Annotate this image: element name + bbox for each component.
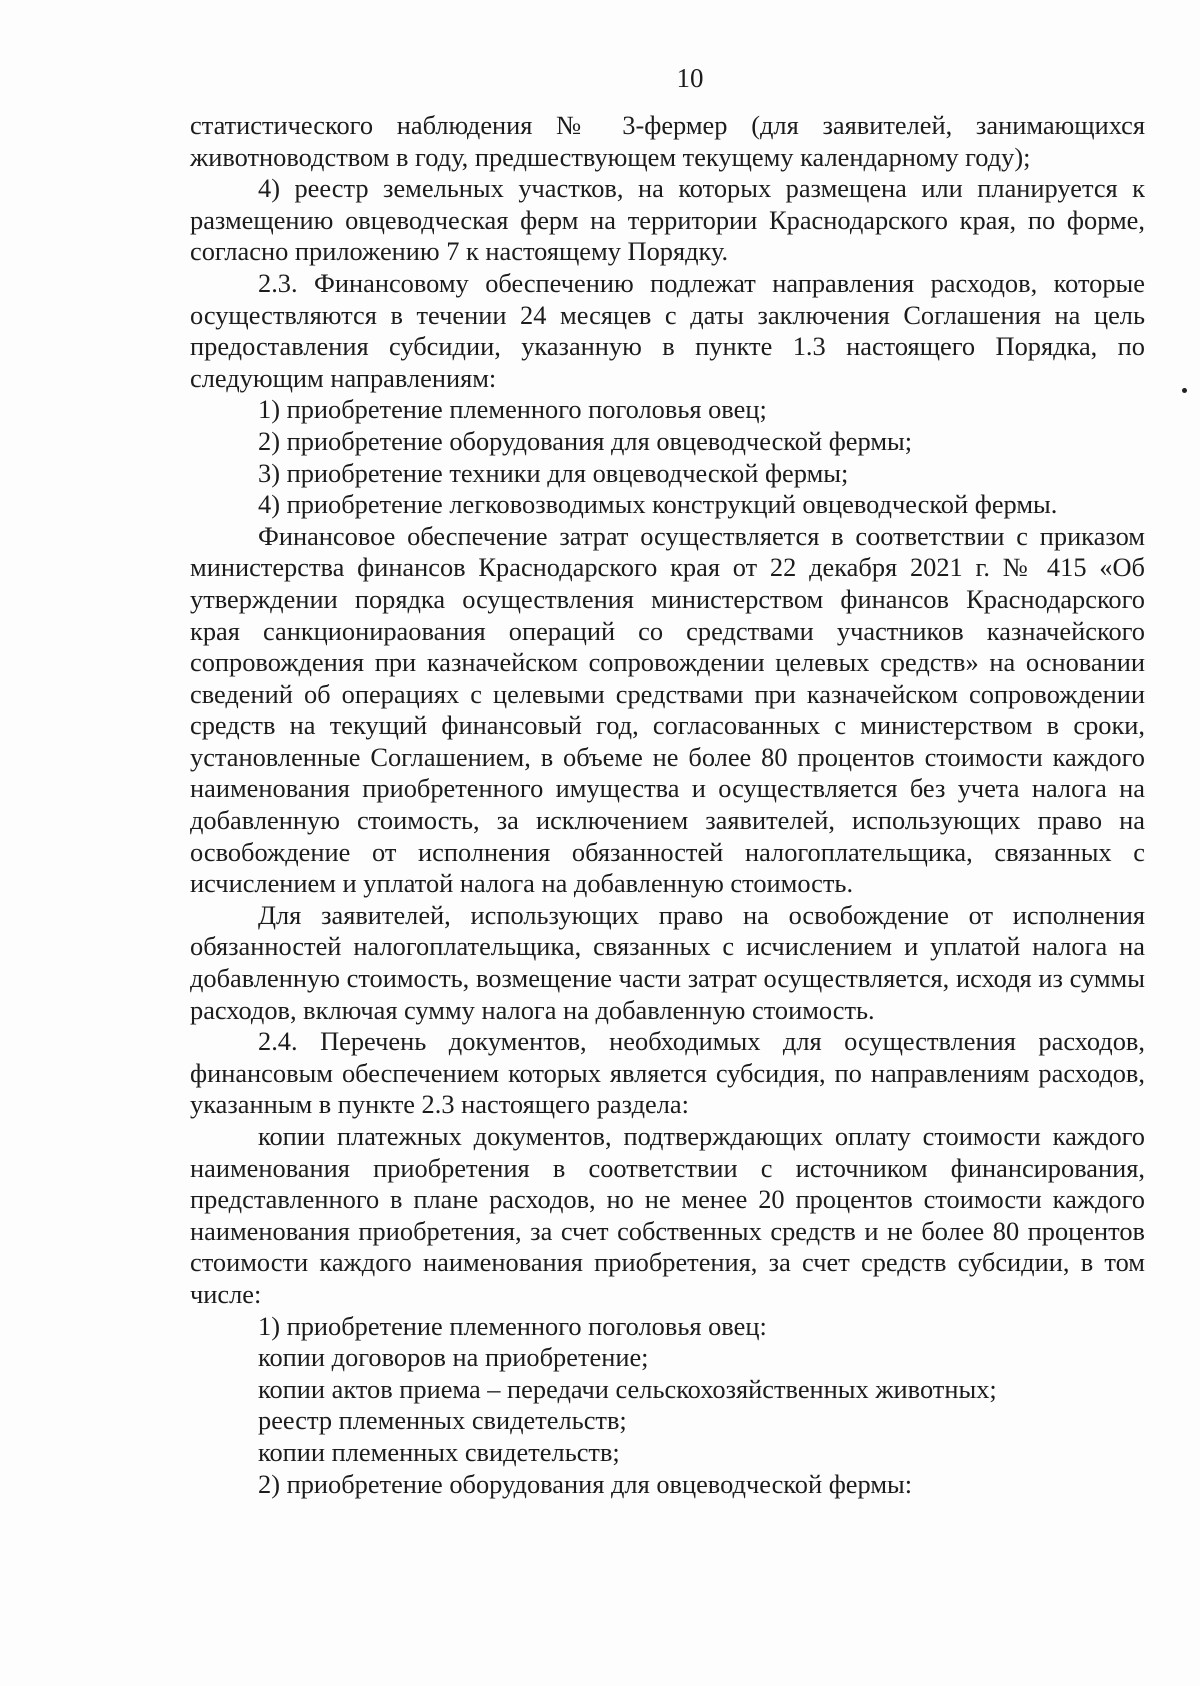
document-body xyxy=(190,110,1145,1500)
list-item: копии племенных свидетельств; xyxy=(258,1436,620,1467)
scan-speck xyxy=(1182,388,1187,393)
paragraph: Финансовое обеспечение затрат осуществляется в соответствии с приказом министерства финансов Краснодарского края от 22 декабря 2021 г. № 415 «Об утверждении порядка осуществления министерством финансов Краснодарского края санкционираования операций со средствами участников казначейского сопровождения при казначейском сопровождении целевых средств» на основании сведений об операциях с целевыми средствами при казначейском сопровождении средств на текущий финансовый год, согласованных с министерством в сроки, установленные Соглашением, в объеме не более 80 процентов стоимости каждого наименования приобретенного имущества и осуществляется без учета налога на добавленную стоимость, за исключением заявителей, использующих право на освобождение от исполнения обязанностей налогоплательщика, связанных с исчислением и уплатой налога на добавленную стоимость. xyxy=(190,520,1145,899)
list-item: 4) приобретение легковозводимых конструкций овцеводческой фермы. xyxy=(258,489,1058,520)
paragraph: копии платежных документов, подтверждающих оплату стоимости каждого наименования приобретения в соответствии с источником финансирования, представленного в плане расходов, но не менее 20 процентов стоимости каждого наименования приобретения, за счет собственных средств и не более 80 процентов стоимости каждого наименования приобретения, за счет средств субсидии, в том числе: xyxy=(190,1121,1145,1309)
paragraph: 2.4. Перечень документов, необходимых для осуществления расходов, финансовым обеспечением которых является субсидия, по направлениям расходов, указанным в пункте 2.3 настоящего раздела: xyxy=(190,1026,1145,1120)
list-item: 3) приобретение техники для овцеводческой фермы; xyxy=(258,457,849,488)
list-item: копии актов приема – передачи сельскохозяйственных животных; xyxy=(258,1373,997,1404)
paragraph: 2.3. Финансовому обеспечению подлежат направления расходов, которые осуществляются в течении 24 месяцев с даты заключения Соглашения на цель предоставления субсидии, указанную в пункте 1.3 настоящего Порядка, по следующим направлениям: xyxy=(190,267,1145,393)
list-item: 1) приобретение племенного поголовья овец: xyxy=(258,1310,767,1341)
paragraph: 4) реестр земельных участков, на которых размещена или планируется к размещению овцеводческая ферм на территории Краснодарского края, по форме, согласно приложению 7 к настоящему Порядку. xyxy=(190,173,1145,267)
list-item: копии договоров на приобретение; xyxy=(258,1342,649,1373)
list-item: 2) приобретение оборудования для овцеводческой фермы; xyxy=(258,425,913,456)
paragraph: статистического наблюдения № 3-фермер (для заявителей, занимающихся животноводством в году, предшествующем текущему календарному году); xyxy=(190,110,1145,172)
page-number: 10 xyxy=(676,63,704,93)
list-item: 2) приобретение оборудования для овцеводческой фермы: xyxy=(258,1468,913,1499)
paragraph: Для заявителей, использующих право на освобождение от исполнения обязанностей налогоплательщика, связанных с исчислением и уплатой налога на добавленную стоимость, возмещение части затрат осуществляется, исходя из суммы расходов, включая сумму налога на добавленную стоимость. xyxy=(190,899,1145,1025)
list-item: 1) приобретение племенного поголовья овец; xyxy=(258,394,767,425)
list-item: реестр племенных свидетельств; xyxy=(258,1405,627,1436)
